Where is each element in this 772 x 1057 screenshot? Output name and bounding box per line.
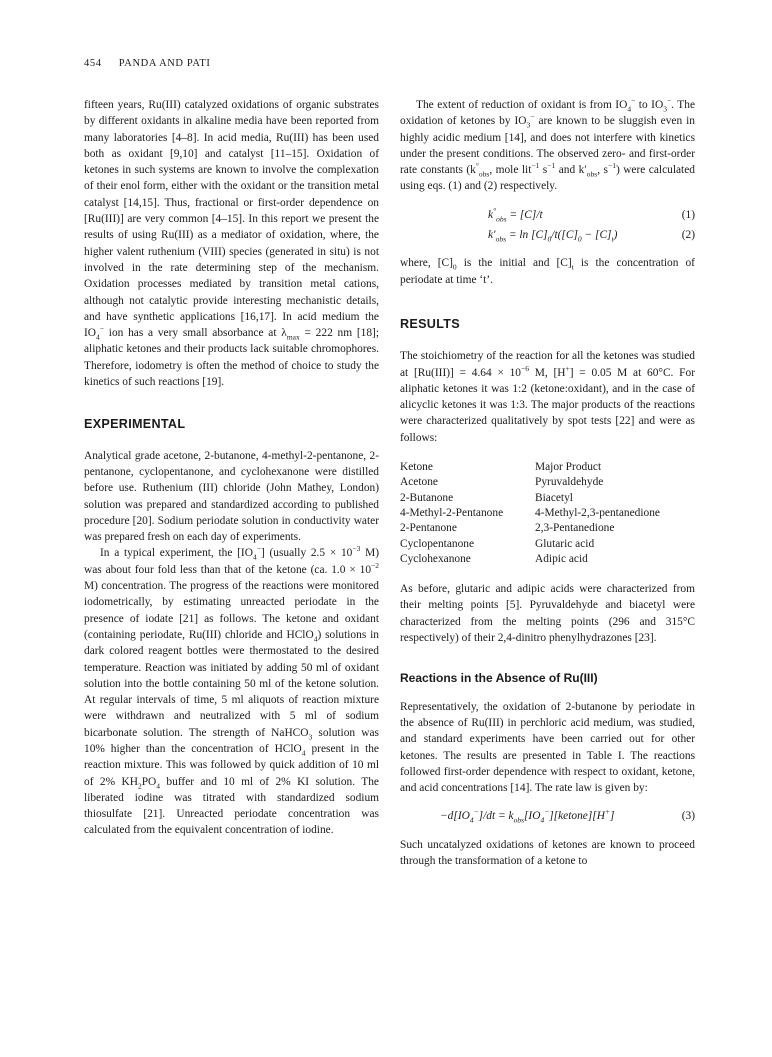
- table-row: 2-Butanone Biacetyl: [400, 491, 573, 504]
- table-row: 4-Methyl-2-Pentanone 4-Methyl-2,3-pentanedione: [400, 506, 660, 519]
- definitions-paragraph: where, $[C]_0$ is the initial and $[C]_t$ is the concentration of periodate at time ‘t’.: [400, 257, 695, 286]
- table-header-row: Ketone Major Product: [400, 461, 602, 474]
- page-number: 454: [84, 58, 102, 69]
- equation-2: $k'_{obs} = \ln [C]_0/t([C]_0 - [C]_t)$ (2): [488, 229, 695, 244]
- stoichiometry-paragraph: The stoichiometry of the reaction for all the ketones was studied at $[Ru(III)] = 4.64 \times 10^{-6}$ M, [H+] = 0.05 M at 60°C. For aliphatic ketones it was 1:2 (ketone:oxidant), and in the case of alicyclic ketones it was 1:3. The major products of the reactions were characterized qualitatively by spot tests [22] and were as follows:: [400, 350, 695, 444]
- intro-paragraph: fifteen years, Ru(III) catalyzed oxidations of organic substrates by different oxidants in alkaline media have been reported from many laboratories [4–8]. In acid media, Ru(III) has been used both as oxidant [9,10] and catalyst [11–15]. Oxidation of ketones in such systems are known to involve the complexation of their enol form, either with the oxidant or the transition metal catalyst [14,15]. Thus, fractional or first-order dependence on [Ru(III)] are very common [4–15]. In this report we present the results of using Ru(III) as a mediator of oxidation, where, the higher valent ruthenium (VIII) species (generated in situ) is not involved in the rate determining step of the mechanism. Oxidation processes mediated by transition metal cations, although not catalytic provide interesting mechanistic details, and have synthetic applications [16,17]. In acid medium the $IO_4^-$ ion has a very small absorbance at $\lambda_{max} = 222$ nm [18]; aliphatic ketones and their products lack suitable chromophores. Therefore, iodometry is often the method of choice to study the kinetics of such reactions [19].: [84, 99, 379, 389]
- characterization-paragraph: As before, glutaric and adipic acids were characterized from their melting points [5]. Pyruvaldehyde and biacetyl were characterized from the melting points (296 and 315°C respectively) of their 2,4-dinitro phenylhydrazones [23].: [400, 583, 695, 645]
- equation-number: (1): [681, 208, 695, 221]
- running-header: [84, 58, 210, 69]
- materials-paragraph: Analytical grade acetone, 2-butanone, 4-methyl-2-pentanone, 2-pentanone, cyclopentanone, and cyclohexanone were distilled before use. Ruthenium (III) chloride (John Mathey, London) solution was prepared and standardized according to published procedure [20]. Sodium periodate solution in conductivity water was prepared fresh on each day of experiments.: [84, 449, 379, 544]
- equation-3: $-d[IO_4^-]/dt$ = $k_{obs}[IO_4^-][ketone][H^+]$ (3): [440, 807, 695, 825]
- subsection-heading: Reactions in the Absence of Ru(III): [400, 671, 598, 686]
- table-row: Acetone Pyruvaldehyde: [400, 476, 604, 489]
- uncatalyzed-paragraph: Representatively, the oxidation of 2-butanone by periodate in the absence of Ru(III) in perchloric acid medium, was studied, and standard experiments have been carried out for other ketones. The results are presented in Table I. The reactions followed first-order dependence with respect to oxidant, ketone, and acid concentrations [14]. The rate law is given by:: [400, 700, 695, 795]
- running-title: PANDA AND PATI: [118, 58, 211, 69]
- left-column: [84, 97, 379, 839]
- reduction-paragraph: The extent of reduction of oxidant is from $IO_4^-$ to $IO_3^-$. The oxidation of ketones by $IO_3^-$ are known to be sluggish even in highly acidic medium [14], and does not interfere with kinetics under the present conditions. The observed zero- and first-order rate constants ($k^\circ_{obs}$, mole lit$^{-1}$ $s^{-1}$ and $k'_{obs}$, $s^{-1}$) were calculated using eqs. (1) and (2) respectively.: [400, 96, 696, 193]
- results-heading: RESULTS: [400, 316, 460, 331]
- products-table: [400, 460, 695, 567]
- experimental-heading: EXPERIMENTAL: [84, 417, 186, 432]
- equation-number: (3): [681, 810, 695, 823]
- table-row: 2-Pentanone 2,3-Pentanedione: [400, 522, 615, 535]
- right-column: [400, 97, 695, 869]
- table-row: Cyclohexanone Adipic acid: [400, 552, 588, 565]
- procedure-paragraph: In a typical experiment, the $[IO_4^-]$ (usually $2.5 \times 10^{-3}$ M) was about four fold less than that of the ketone (ca. $1.0 \times 10^{-2}$ M) concentration. The progress of the reactions were monitored iodometrically, by estimating unreacted periodate in the presence of iodate [21] as follows. The ketone and oxidant (containing periodate, Ru(III) chloride and HClO$_4$) solutions in dark colored reagent bottles were thermostated to the desired temperature. Reaction was initiated by adding 50 ml of oxidant solution into the bottle containing 50 ml of the ketone solution. At regular intervals of time, 5 ml aliquots of reaction mixture were withdrawn and neutralized with 5 ml of sodium bicarbonate solution. The strength of NaHCO$_3$ solution was 10% higher than the concentration of HClO$_4$ present in the reaction mixture. This was followed by quick addition of 10 ml of 2% $KH_2PO_4$ buffer and 10 ml of 2% KI solution. The liberated iodine was titrated with standardized sodium thiosulfate [21]. Unreacted periodate concentration was calculated from the equivalent concentration of iodine.: [84, 544, 379, 837]
- table-row: Cyclopentanone Glutaric acid: [400, 537, 595, 550]
- equation-number: (2): [681, 229, 695, 242]
- closing-paragraph: Such uncatalyzed oxidations of ketones are known to proceed through the transformation of a ketone to: [400, 838, 695, 867]
- equation-1: $k^\circ_{obs} = [C]/t$ (1): [488, 205, 695, 224]
